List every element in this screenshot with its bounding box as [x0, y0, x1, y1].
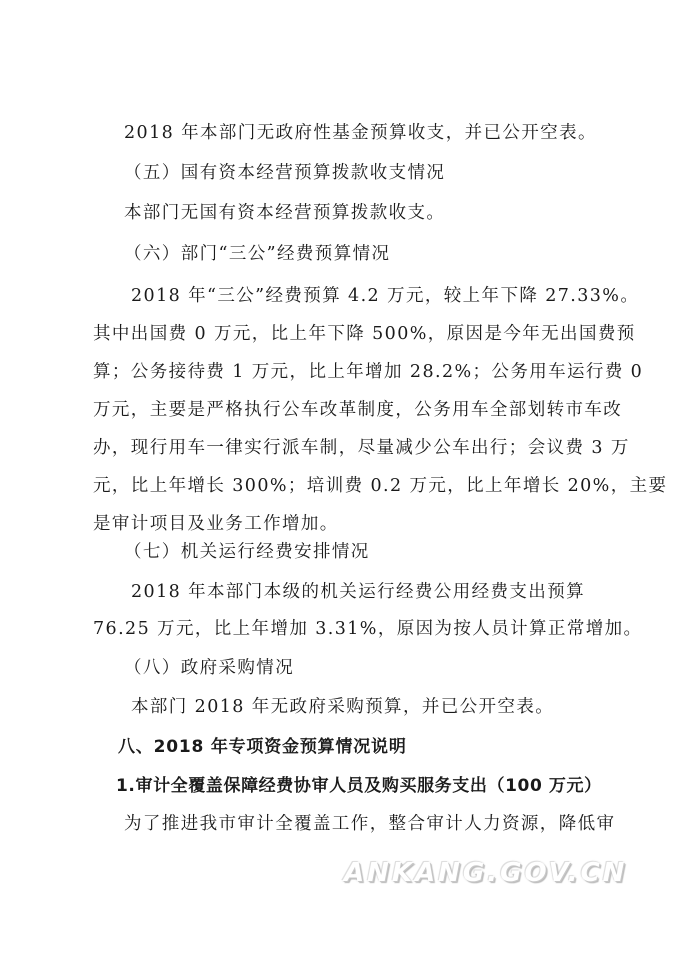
paragraph-line: 为了推进我市审计全覆盖工作，整合审计人力资源，降低审 [124, 814, 616, 834]
paragraph-line: 其中出国费 0 万元，比上年下降 500%，原因是今年无出国费预 [93, 324, 636, 344]
site-watermark: ANKANG.GOV.CN [344, 858, 628, 888]
paragraph-line: 2018 年“三公”经费预算 4.2 万元，较上年下降 27.33%。 [131, 286, 640, 306]
section-heading: （八）政府采购情况 [124, 658, 295, 678]
chapter-heading: 八、2018 年专项资金预算情况说明 [118, 737, 407, 757]
paragraph-line: 是审计项目及业务工作增加。 [93, 514, 339, 534]
paragraph-line: 76.25 万元，比上年增加 3.31%，原因为按人员计算正常增加。 [93, 619, 643, 639]
paragraph-line: 元，比上年增长 300%；培训费 0.2 万元，比上年增长 20%，主要 [93, 476, 668, 496]
paragraph-line: 算；公务接待费 1 万元，比上年增加 28.2%；公务用车运行费 0 [93, 362, 644, 382]
paragraph-line: 2018 年本部门无政府性基金预算收支，并已公开空表。 [124, 123, 597, 143]
paragraph-line: 本部门无国有资本经营预算拨款收支。 [124, 203, 446, 223]
paragraph-line: 2018 年本部门本级的机关运行经费公用经费支出预算 [131, 582, 585, 602]
paragraph-line: 万元，主要是严格执行公车改革制度，公务用车全部划转市车改 [93, 400, 623, 420]
paragraph-line: 办，现行用车一律实行派车制，尽量减少公车出行；会议费 3 万 [93, 438, 630, 458]
section-heading: （五）国有资本经营预算拨款收支情况 [124, 163, 446, 183]
paragraph-line: 本部门 2018 年无政府采购预算，并已公开空表。 [131, 697, 555, 717]
section-heading: （七）机关运行经费安排情况 [124, 542, 370, 562]
section-heading: （六）部门“三公”经费预算情况 [124, 244, 391, 264]
item-heading: 1.审计全覆盖保障经费协审人员及购买服务支出（100 万元） [116, 776, 602, 796]
